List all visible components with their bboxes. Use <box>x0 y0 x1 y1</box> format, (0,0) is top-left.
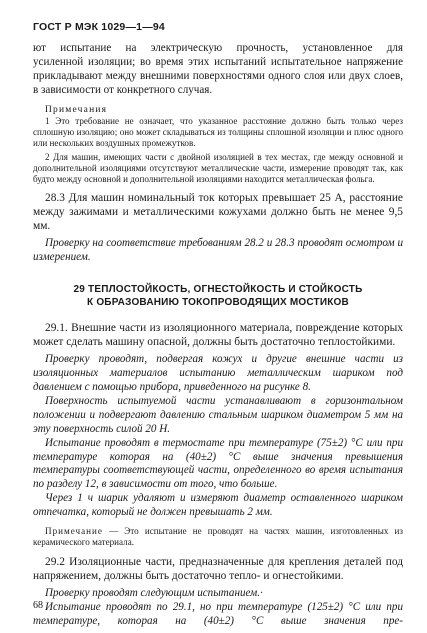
page-header: ГОСТ Р МЭК 1029—1—94 <box>33 21 165 33</box>
section-29-heading <box>33 283 403 309</box>
clause-29-1-check-2: Поверхность испытуемой части устанавливают в горизонтальном положении и подвергают давлению стальным шариком диаметром 5 мм на эту поверхность силой 20 Н. <box>33 394 403 435</box>
page-number: 68 <box>33 600 43 611</box>
clause-29-2-check-2: Испытание проводят по 29.1, но при температуре (125±2) °С или при температуре, которая на (40±2) °С выше значения пре- <box>33 600 403 627</box>
section-29-heading-line-2: К ОБРАЗОВАНИЮ ТОКОПРОВОДЯЩИХ МОСТИКОВ <box>87 297 349 309</box>
note-label: Примечание <box>45 526 103 537</box>
notes-title: Примечания <box>45 104 108 115</box>
clause-28-3-check: Проверку на соответствие требованиям 28.2 и 28.3 проводят осмотром и измерением. <box>33 237 403 264</box>
note-item-1: 1 Это требование не означает, что указанное расстояние должно быть только через сплошную изоляцию; оно может складываться из толщины сплошной изоляции и плюс одного или нескольких воздушных промежутков. <box>33 115 403 149</box>
clause-29-1-check-1: Проверку проводят, подвергая кожух и другие внешние части из изоляционных материалов испытанию металлическим шариком под давлением с помощью прибора, приведенного на рисунке 8. <box>33 353 403 394</box>
clause-29-2-check-1: Проверку проводят следующим испытанием.· <box>45 586 263 599</box>
intro-line-1: ют испытание на электрическую прочность, установленное для <box>33 42 403 54</box>
intro-paragraph: усиленной изоляции; во время этих испытаний испытательное напряжение прикладывают между внешними поверхностями одного слоя или двух слоев, в зависимости от конкретного случая. <box>33 55 403 96</box>
note-item-2: 2 Для машин, имеющих части с двойной изоляцией в тех местах, где между основной и дополнительной изоляциями отсутствуют металлические части, измерение проводят так, как будто между основной и дополнительной изоляциями находится металлическая фольга. <box>33 151 403 185</box>
page-content <box>33 42 403 628</box>
clause-29-1-check-3: Испытание проводят в термостате при температуре (75±2) °С или при температуре которая на (40±2) °С выше значения превышения температуры соответствующей части, определенного во время испытания по разделу 12, в зависимости от того, что больше. <box>33 436 403 491</box>
clause-29-1-note <box>33 526 403 549</box>
clause-29-1-check-4: Через 1 ч шарик удаляют и измеряют диаметр оставленного шариком отпечатка, который не должен превышать 2 мм. <box>33 492 403 519</box>
section-29-heading-line-1: 29 ТЕПЛОСТОЙКОСТЬ, ОГНЕСТОЙКОСТЬ И СТОЙКОСТЬ <box>73 284 363 296</box>
clause-29-2: 29.2 Изоляционные части, предназначенные для крепления деталей под напряжением, должны быть достаточно тепло- и огнестойкими. <box>33 555 403 582</box>
clause-28-3: 28.3 Для машин номинальный ток которых превышает 25 А, расстояние между зажимами и металлическими кожухами должно быть не менее 9,5 мм. <box>33 192 403 233</box>
clause-29-1: 29.1. Внешние части из изоляционного материала, повреждение которых может сделать машину опасной, должны быть достаточно теплостойкими. <box>33 322 403 349</box>
note-text: — Это испытание не проводят на частях машин, изготовленных из керамического материала. <box>33 526 403 548</box>
